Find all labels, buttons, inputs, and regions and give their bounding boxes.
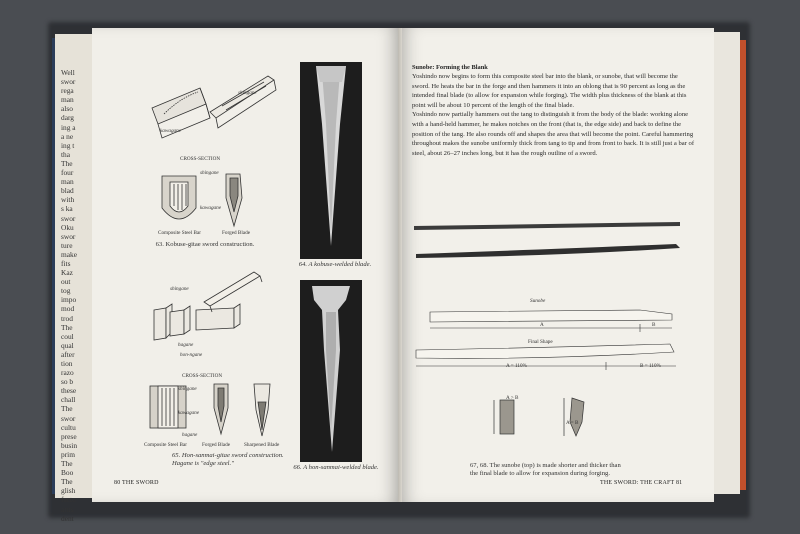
fig64-photo — [300, 62, 362, 259]
underlying-text-line: ture — [61, 240, 73, 250]
fig63-kawagane-label: kawagane — [160, 128, 182, 134]
fig65-drawing — [144, 268, 274, 348]
sunobe-b-label: B — [652, 322, 656, 328]
underlying-text-line: Boo — [61, 468, 74, 478]
fig65-cs-kawagane-label: kawagane — [178, 410, 200, 416]
underlying-text-line: Kaz — [61, 268, 73, 278]
underlying-text-line: out — [61, 277, 71, 287]
fig67-blade-photo — [408, 214, 686, 264]
fig63-cross-section — [158, 168, 258, 230]
underlying-text-line: Well — [61, 68, 75, 77]
fig63-caption: 63. Kobuse-gitae sword construction. — [155, 241, 255, 248]
kobuse-blade-image — [300, 62, 362, 259]
small-ab-label-2: A = B — [566, 420, 579, 426]
underlying-text-line: a ne — [61, 131, 74, 141]
underlying-text-line: swor — [61, 413, 76, 423]
underlying-text-line: swor — [61, 213, 76, 223]
underlying-text-line: busin — [61, 440, 78, 450]
sunobe-bar — [414, 222, 680, 230]
underlying-text-line: man — [61, 177, 74, 187]
fig65-cross-section-title: CROSS-SECTION — [182, 373, 223, 379]
underlying-text-line: make — [61, 249, 78, 259]
underlying-text-line: The — [61, 477, 73, 487]
left-page-folio: 80 THE SWORD — [114, 480, 159, 486]
fig65-caption-line1: 65. Hon-sanmai-gitae sword construction. — [172, 452, 284, 459]
fig63-cs-shingane-label: shingane — [200, 170, 219, 176]
fig65-composite-label: Composite Steel Bar — [144, 442, 187, 448]
underlying-text-line: qual — [61, 340, 74, 350]
final-blade — [416, 244, 680, 258]
fig63-cross-section-title: CROSS-SECTION — [180, 156, 221, 162]
underlying-text-line: s ka — [61, 204, 73, 214]
underlying-text-line: ing a — [61, 122, 76, 132]
underlying-text-line: also — [61, 104, 73, 114]
underlying-text-line: chall — [61, 395, 76, 405]
fig68-cross-sections — [488, 392, 598, 442]
fig65-hongane-label: hon-ngane — [180, 352, 203, 358]
underlying-text-line: glish — [61, 486, 76, 496]
underlying-text-line: cultu — [61, 422, 76, 432]
body-text — [412, 72, 696, 158]
underlying-text-line: darg — [61, 113, 74, 123]
underlying-text-line: swor — [61, 231, 76, 241]
underlying-text-line: after — [61, 349, 75, 359]
final-b-dim-label: B = 110% — [640, 363, 661, 369]
fig64-caption: 64. A kobuse-welded blade. — [298, 261, 372, 268]
underlying-text-line: Oku — [61, 222, 74, 232]
underlying-text-line: with — [61, 195, 75, 205]
fig66-photo — [300, 280, 362, 462]
underlying-text-line: tog — [61, 286, 71, 296]
fig65-cs-hagane-label: hagane — [182, 432, 198, 438]
underlying-text-line: The — [61, 158, 73, 168]
fig65-forged-label: Forged Blade — [202, 442, 230, 448]
fig67-68-caption-line2: the final blade to allow for expansion during forging. — [470, 470, 610, 477]
underlying-text-line: rega — [61, 86, 74, 96]
final-a-dim-label: A = 110% — [506, 363, 527, 369]
underlying-text-line: dent — [61, 513, 74, 523]
underlying-text-line: prim — [61, 449, 75, 459]
fig63-shingane-label: shingane — [238, 90, 257, 96]
small-ab-label: A > B — [506, 395, 519, 401]
underlying-text-line: razo — [61, 368, 74, 378]
fig66-caption: 66. A hon-sanmai-welded blade. — [293, 464, 379, 471]
fig67-68-caption-line1: 67, 68. The sunobe (top) is made shorter and thicker than — [470, 462, 621, 469]
fig63-composite-label: Composite Steel Bar — [158, 230, 201, 236]
section-title: Sunobe: Forming the Blank — [412, 64, 488, 71]
book-gutter — [398, 28, 402, 502]
right-page-folio: THE SWORD: THE CRAFT 81 — [600, 480, 683, 486]
fig63-forged-label: Forged Blade — [222, 230, 250, 236]
underlying-text-line: fits — [61, 258, 71, 268]
fig65-shingane-label: shingane — [170, 286, 189, 292]
fig65-caption-line2: Hagane is "edge steel." — [172, 460, 234, 467]
underlying-text-line: impo — [61, 295, 77, 305]
sunobe-a-label: A — [540, 322, 544, 328]
underlying-text-line: The — [61, 404, 73, 414]
underlying-text-line: so b — [61, 377, 74, 387]
underlying-text-line: prese — [61, 431, 77, 441]
paragraph-1: Yoshindo now begins to form this composite steel bar into the blank, or sunobe, that will become the sword. He heats the bar in the forge and then hammers it into an oblong that is 90 percent as long as the intended final blade (to allow for expansion while forging). The width plus thickness of the blank at this point will be about 10 percent of the length of the final blade. — [412, 73, 687, 109]
fig63-cs-kawagane-label: kawagane — [200, 205, 222, 211]
fig65-cs-shingane-label: shingane — [178, 386, 197, 392]
final-shape-label: Final Shape — [528, 339, 553, 345]
fig65-cross-section — [144, 380, 290, 440]
paragraph-2: Yoshindo now partially hammers out the tang to distinguish it from the body of the blade: working alone with a hand-held hammer, he makes notches on the front (that is, the edge side) and back to define the position of the tang. He also rounds off and shapes the area that will become the point. Careful hammering throughout makes the sunobe uniformly thick from tang to tip and from front to back. It is still just a bar of steel, about 26–27 inches long, but it has the rough outline of a sword. — [412, 111, 695, 157]
hon-sanmai-blade-image — [300, 280, 362, 462]
underlying-text-line: factu — [61, 495, 76, 505]
fig65-hagane-label: hagane — [178, 342, 194, 348]
fig65-sharpened-label: Sharpened Blade — [244, 442, 280, 448]
underlying-text-line: four — [61, 168, 74, 178]
underlying-text-line: trod — [61, 313, 73, 323]
underlying-text-line: artis — [61, 504, 74, 514]
underlying-text-line: coul — [61, 331, 74, 341]
sunobe-diagram-label: Sunobe — [530, 298, 546, 304]
underlying-text-line: ing t — [61, 140, 75, 150]
underlying-text-line: these — [61, 386, 77, 396]
underlying-text-line: man — [61, 95, 74, 105]
underlying-text-line: swor — [61, 77, 76, 87]
underlying-text-line: mod — [61, 304, 75, 314]
underlying-text-line: blad — [61, 186, 74, 196]
underlying-text-line: The — [61, 322, 73, 332]
underlying-text-line: tha — [61, 149, 71, 159]
underlying-text-line: tion — [61, 359, 73, 368]
underlying-text-line: The — [61, 459, 73, 469]
